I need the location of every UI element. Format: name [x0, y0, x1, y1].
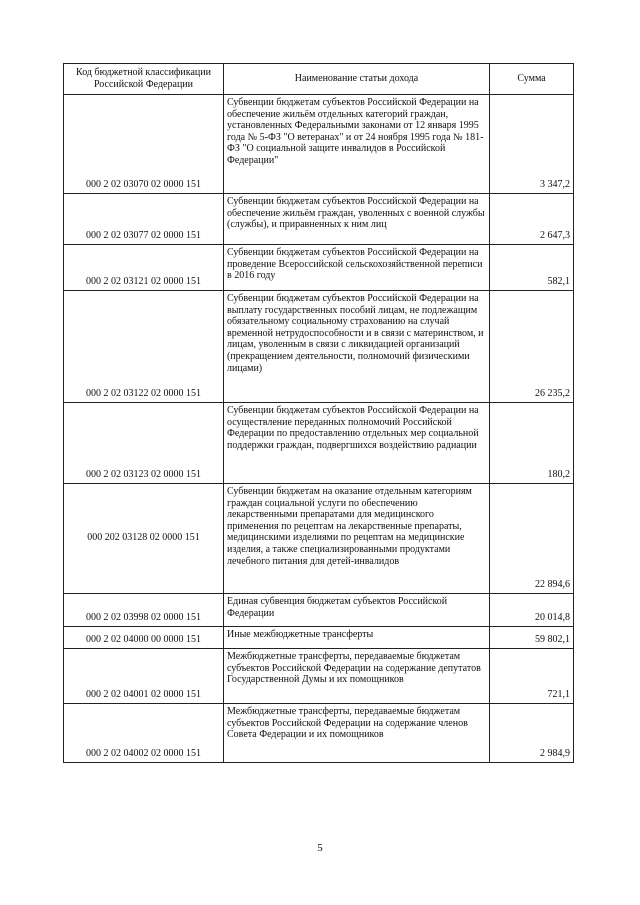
row-name: Межбюджетные трансферты, передаваемые бюджетам субъектов Российской Федерации на содержание депутатов Государственной Думы и их помощников: [224, 649, 490, 704]
row-code: 000 2 02 04001 02 0000 151: [64, 649, 224, 704]
row-sum: 721,1: [490, 649, 574, 704]
row-code: 000 202 03128 02 0000 151: [64, 484, 224, 594]
row-sum: 180,2: [490, 403, 574, 484]
row-sum: 26 235,2: [490, 291, 574, 403]
budget-revenue-table: [63, 63, 574, 763]
table-row: [64, 194, 574, 245]
row-name: Субвенции бюджетам субъектов Российской Федерации на выплату государственных пособий лицам, не подлежащим обязательному социальному страхованию на случай временной нетрудоспособности и в связи с материнством, и лицам, уволенным в связи с ликвидацией организаций (прекращением деятельности, полномочий физическими лицами): [224, 291, 490, 403]
row-code: 000 2 02 03121 02 0000 151: [64, 245, 224, 291]
row-sum: 59 802,1: [490, 627, 574, 649]
table-row: [64, 594, 574, 627]
row-name: Субвенции бюджетам субъектов Российской Федерации на проведение Всероссийской сельскохозяйственной переписи в 2016 году: [224, 245, 490, 291]
row-sum: 22 894,6: [490, 484, 574, 594]
row-sum: 3 347,2: [490, 95, 574, 194]
row-code: 000 2 02 03070 02 0000 151: [64, 95, 224, 194]
row-code: 000 2 02 04000 00 0000 151: [64, 627, 224, 649]
table-row: [64, 704, 574, 763]
row-name: Субвенции бюджетам на оказание отдельным категориям граждан социальной услуги по обеспечению лекарственными препаратами для медицинского применения по рецептам на лекарственные препараты, медицинскими изделиями по рецептам на медицинские изделия, а также специализированными продуктами лечебного питания для детей-инвалидов: [224, 484, 490, 594]
row-sum: 20 014,8: [490, 594, 574, 627]
row-name: Субвенции бюджетам субъектов Российской Федерации на обеспечение жильём граждан, уволенных с военной службы (службы), и приравненных к ним лиц: [224, 194, 490, 245]
row-name: Субвенции бюджетам субъектов Российской Федерации на обеспечение жильём отдельных категорий граждан, установленных Федеральными законами от 12 января 1995 года № 5-ФЗ "О ветеранах" и от 24 ноября 1995 года № 181-ФЗ "О социальной защите инвалидов в Российской Федерации": [224, 95, 490, 194]
table-row: [64, 403, 574, 484]
row-sum: 2 984,9: [490, 704, 574, 763]
header-code: Код бюджетной классификации Российской Федерации: [64, 64, 224, 95]
table-row: [64, 291, 574, 403]
row-name: Субвенции бюджетам субъектов Российской Федерации на осуществление переданных полномочий Российской Федерации по предоставлению отдельных мер социальной поддержки граждан, подвергшихся воздействию радиации: [224, 403, 490, 484]
row-code: 000 2 02 03122 02 0000 151: [64, 291, 224, 403]
table-row: [64, 95, 574, 194]
row-code: 000 2 02 03998 02 0000 151: [64, 594, 224, 627]
table-row: [64, 649, 574, 704]
page-number: 5: [317, 842, 323, 854]
table-row: [64, 245, 574, 291]
row-code: 000 2 02 03123 02 0000 151: [64, 403, 224, 484]
row-name: Единая субвенция бюджетам субъектов Российской Федерации: [224, 594, 490, 627]
table-row: [64, 627, 574, 649]
row-name: Иные межбюджетные трансферты: [224, 627, 490, 649]
row-name: Межбюджетные трансферты, передаваемые бюджетам субъектов Российской Федерации на содержание членов Совета Федерации и их помощников: [224, 704, 490, 763]
header-name: Наименование статьи дохода: [224, 64, 490, 95]
row-code: 000 2 02 04002 02 0000 151: [64, 704, 224, 763]
row-sum: 582,1: [490, 245, 574, 291]
table-header-row: [64, 64, 574, 95]
row-sum: 2 647,3: [490, 194, 574, 245]
table-row: [64, 484, 574, 594]
header-sum: Сумма: [490, 64, 574, 95]
row-code: 000 2 02 03077 02 0000 151: [64, 194, 224, 245]
